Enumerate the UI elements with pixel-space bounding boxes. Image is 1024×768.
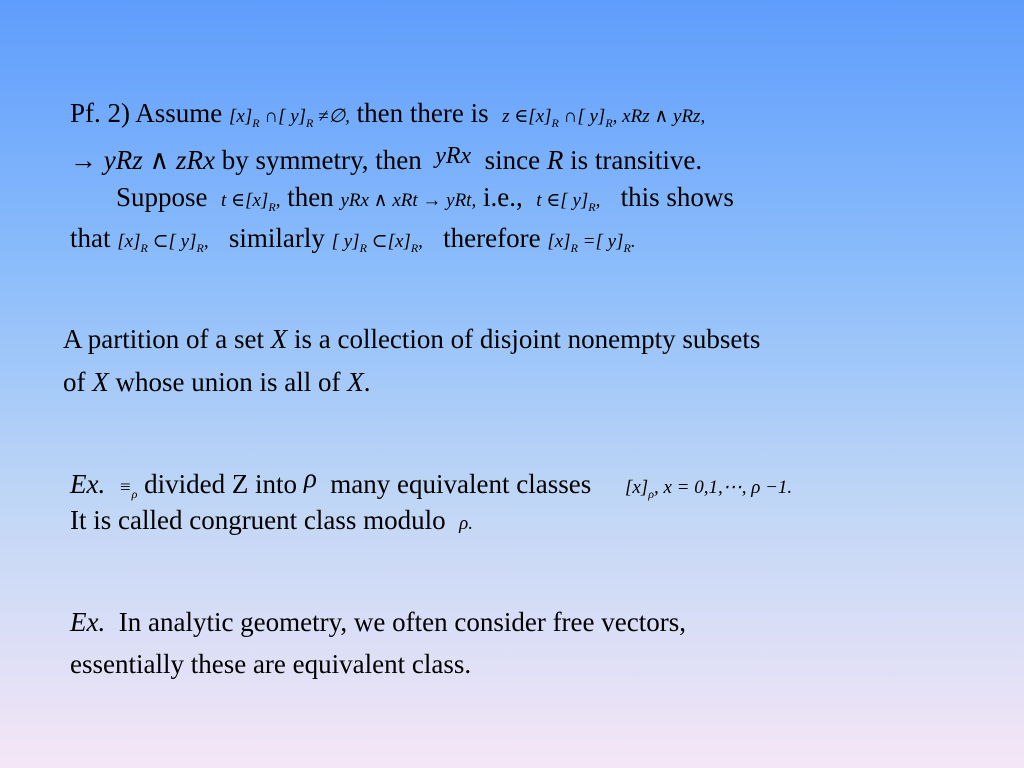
proof-text: this shows <box>620 182 734 212</box>
proof-text: then there is <box>356 98 489 128</box>
definition-text: is a collection of disjoint nonempty subsets <box>293 324 761 354</box>
math-variable: ρ. <box>459 513 474 534</box>
proof-line-4 <box>70 222 636 264</box>
math-variable: X <box>347 367 364 397</box>
proof-text: then <box>287 182 334 212</box>
math-expression: yRx ∧ xRt → yRt, <box>340 190 477 211</box>
math-expression: $[x]_\rho$, x = 0,1,⋯, ρ −1. <box>624 477 793 501</box>
definition-text: of <box>63 367 86 397</box>
definition-text: . <box>363 367 371 397</box>
math-variable: ρ <box>303 463 317 493</box>
proof-text: Suppose <box>116 182 208 212</box>
proof-line-2 <box>70 140 702 176</box>
math-expression: $[x]_R$ =[ $y]_R$. <box>547 231 636 255</box>
proof-text: Pf. 2) Assume <box>70 98 223 128</box>
example-label: Ex. <box>70 469 106 499</box>
example-text: essentially these are equivalent class. <box>70 649 472 679</box>
proof-text: since <box>484 145 541 175</box>
proof-line-3 <box>116 181 734 223</box>
proof-text: i.e., <box>482 182 523 212</box>
math-expression: [ $y]_R$ $\subset[x]_R$, <box>331 231 423 255</box>
definition-line-1 <box>63 323 760 355</box>
math-variable: R <box>546 145 564 175</box>
math-expression: $[x]_R$ ⊂[ $y]_R$, <box>117 231 209 255</box>
math-variable: X <box>92 367 109 397</box>
proof-text: by symmetry, then <box>221 145 422 175</box>
example2-line-2 <box>70 648 471 680</box>
math-expression: $\equiv_\rho$ <box>118 477 138 501</box>
example-text: many equivalent classes <box>330 469 592 499</box>
math-expression: yRx <box>435 143 472 169</box>
math-expression: z $\in[x]_R$ ∩[ $y]_R$, xRz ∧ yRz, <box>502 106 706 130</box>
proof-text: similarly <box>228 223 325 253</box>
example2-line-1 <box>70 606 686 638</box>
proof-text: therefore <box>443 223 541 253</box>
math-variable: X <box>270 324 288 354</box>
example-text: In analytic geometry, we often consider free vectors, <box>118 607 686 637</box>
example1-line-1 <box>70 462 792 510</box>
proof-text: that <box>70 223 111 253</box>
math-expression: t $\in[x]_R$, <box>221 190 281 214</box>
math-expression: → yRz ∧ zRx <box>70 145 215 175</box>
proof-line-1 <box>70 97 705 139</box>
definition-line-2 <box>63 366 370 398</box>
definition-text: whose union is all of <box>115 367 341 397</box>
math-expression: $[x]_R$ ∩[ $y]_R$ ≠∅, <box>229 106 350 130</box>
example-label: Ex. <box>70 607 106 637</box>
definition-text: A partition of a set <box>63 324 264 354</box>
example1-line-2 <box>70 504 473 540</box>
math-expression: t ∈[ $y]_R$, <box>536 190 601 214</box>
example-text: divided Z into <box>144 469 298 499</box>
proof-text: is transitive. <box>570 145 703 175</box>
example-text: It is called congruent class modulo <box>70 505 446 535</box>
